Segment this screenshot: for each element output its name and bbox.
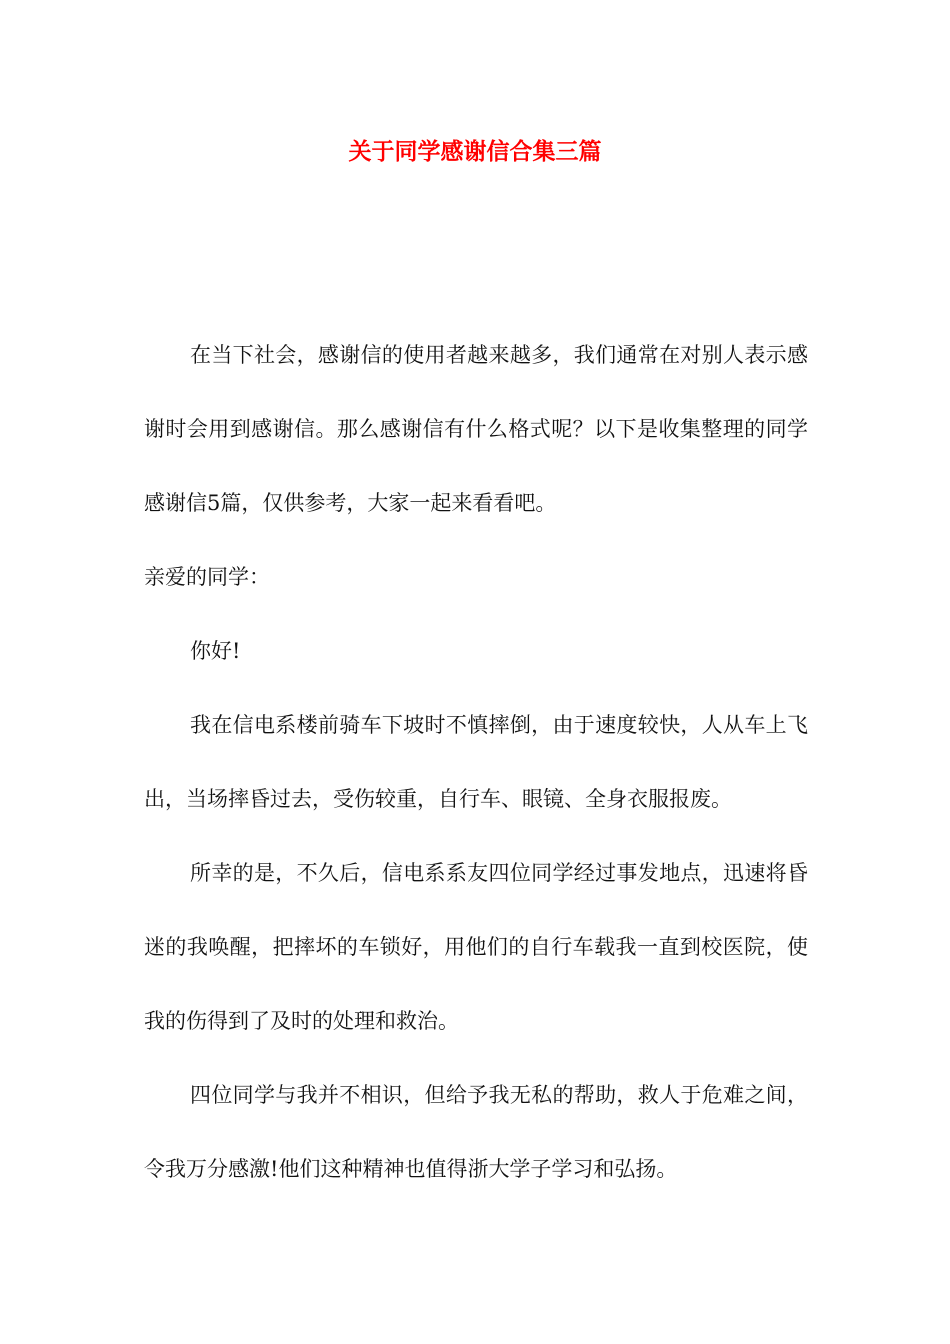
- letter-paragraph: 我在信电系楼前骑车下坡时不慎摔倒，由于速度较快，人从车上飞出，当场摔昏过去，受伤较重，自行车、眼镜、全身衣服报废。: [144, 713, 808, 811]
- greeting: 你好!: [190, 639, 241, 663]
- letter-paragraph: 所幸的是，不久后，信电系系友四位同学经过事发地点，迅速将昏迷的我唤醒，把摔坏的车锁好，用他们的自行车载我一直到校医院，使我的伤得到了及时的处理和救治。: [144, 861, 808, 1033]
- document-title: 关于同学感谢信合集三篇: [348, 138, 602, 165]
- document-body: [144, 318, 808, 1206]
- intro-paragraph: 在当下社会，感谢信的使用者越来越多，我们通常在对别人表示感谢时会用到感谢信。那么感谢信有什么格式呢？以下是收集整理的同学感谢信5篇，仅供参考，大家一起来看看吧。: [144, 343, 808, 515]
- letter-paragraph: 四位同学与我并不相识，但给予我无私的帮助，救人于危难之间，令我万分感激!他们这种精神也值得浙大学子学习和弘扬。: [144, 1083, 808, 1181]
- salutation: 亲爱的同学：: [144, 565, 270, 589]
